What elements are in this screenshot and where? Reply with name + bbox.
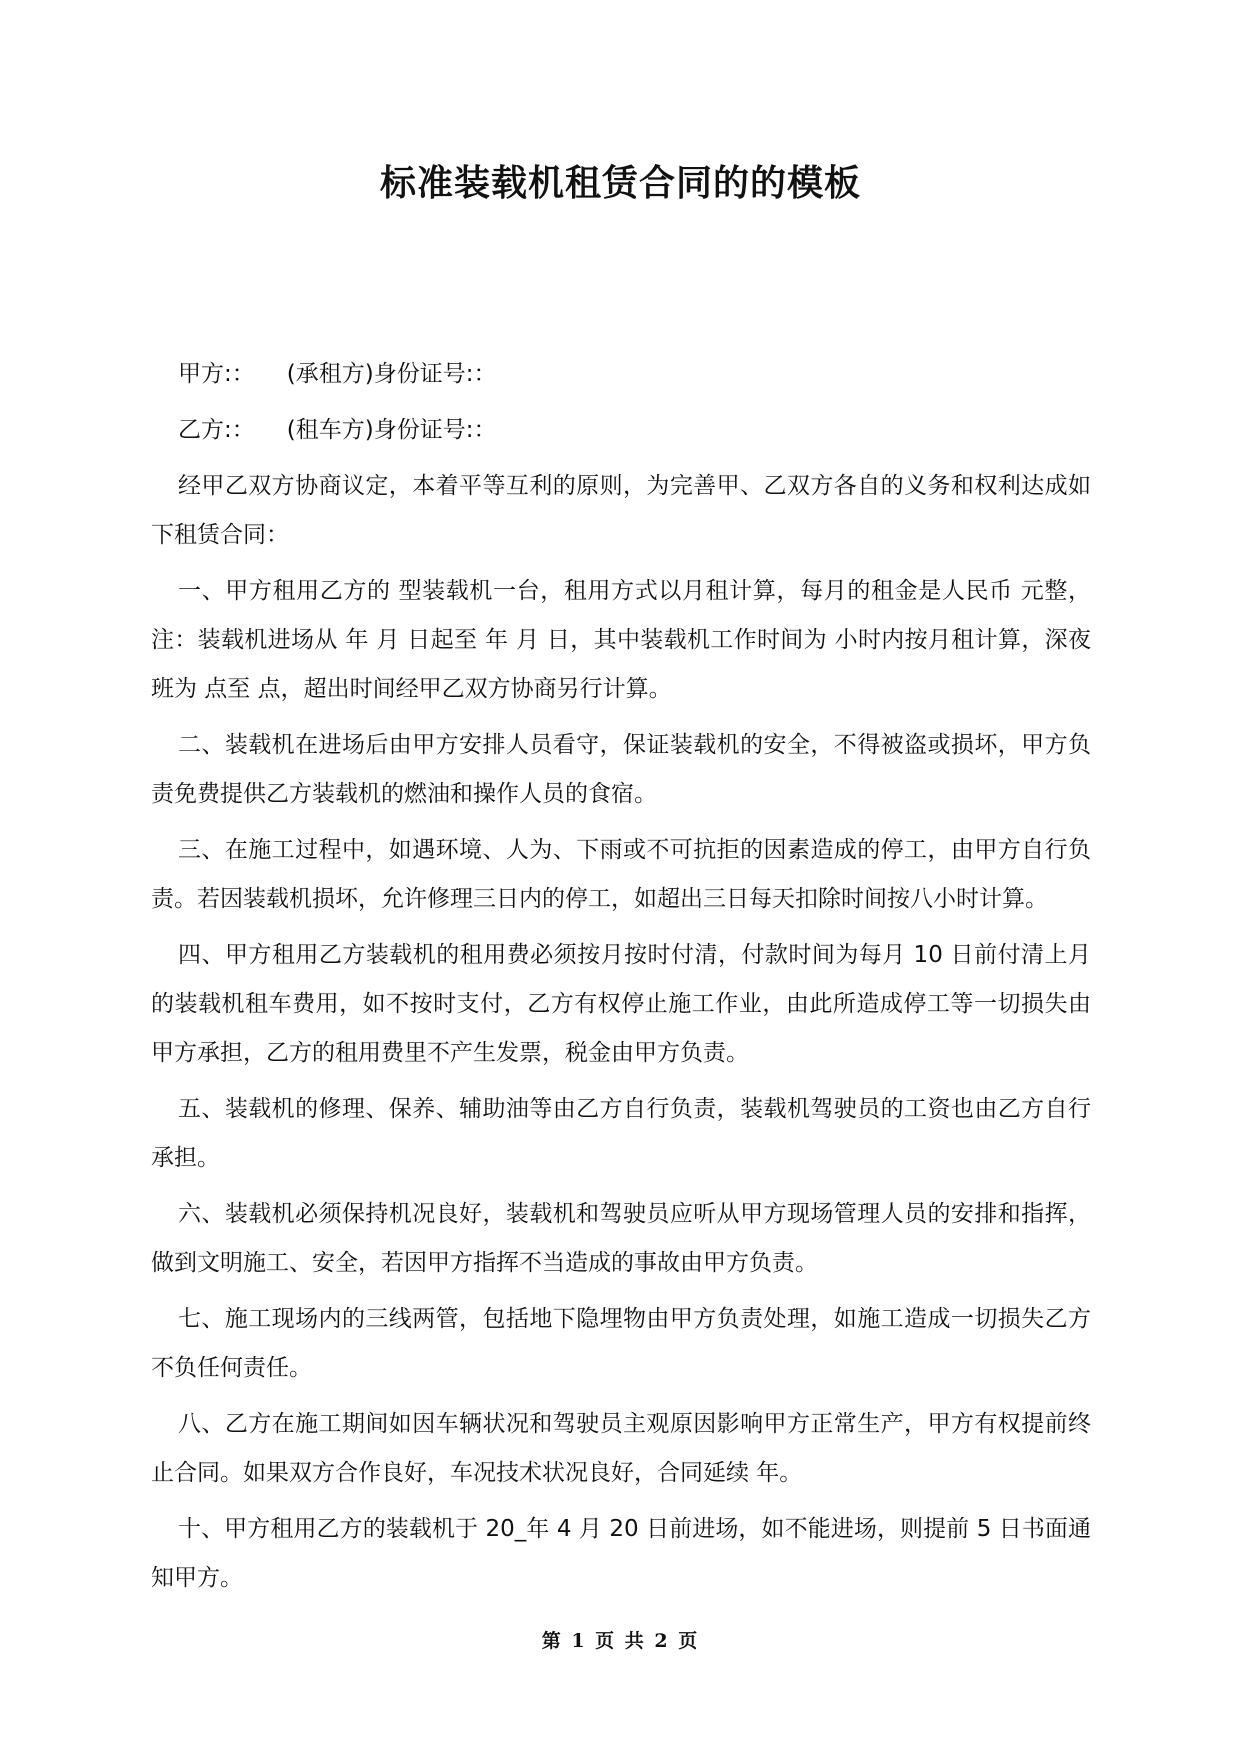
paragraph-clause-10: 十、甲方租用乙方的装载机于 20_年 4 月 20 日前进场，如不能进场，则提前 5 日书面通知甲方。	[151, 1516, 1091, 1591]
party-b-line	[151, 406, 1091, 455]
page-footer: 第 1 页 共 2 页	[541, 1630, 700, 1652]
paragraph-clause-3: 三、在施工过程中，如遇环境、人为、下雨或不可抗拒的因素造成的停工，由甲方自行负责。若因装载机损坏，允许修理三日内的停工，如超出三日每天扣除时间按八小时计算。	[151, 837, 1091, 912]
party-b-role: (租车方)身份证号:：	[286, 417, 497, 443]
paragraph-clause-2: 二、装载机在进场后由甲方安排人员看守，保证装载机的安全，不得被盗或损坏，甲方负责免费提供乙方装载机的燃油和操作人员的食宿。	[151, 732, 1091, 807]
paragraph-clause-8: 八、乙方在施工期间如因车辆状况和驾驶员主观原因影响甲方正常生产，甲方有权提前终止合同。如果双方合作良好，车况技术状况良好，合同延续 年。	[151, 1411, 1091, 1486]
paragraph-clause-5: 五、装载机的修理、保养、辅助油等由乙方自行负责，装载机驾驶员的工资也由乙方自行承担。	[151, 1096, 1091, 1171]
paragraph-clause-6: 六、装载机必须保持机况良好，装载机和驾驶员应听从甲方现场管理人员的安排和指挥，做到文明施工、安全，若因甲方指挥不当造成的事故由甲方负责。	[151, 1201, 1091, 1276]
party-a-role: (承租方)身份证号:：	[286, 361, 497, 387]
document-title: 标准装载机租赁合同的的模板	[379, 163, 861, 204]
paragraph-clause-1: 一、甲方租用乙方的 型装载机一台，租用方式以月租计算，每月的租金是人民币 元整，注：装载机进场从 年 月 日起至 年 月 日，其中装载机工作时间为 小时内按月租计算，深夜班为 点至 点，超出时间经甲乙双方协商另行计算。	[151, 578, 1091, 702]
paragraph-clause-7: 七、施工现场内的三线两管，包括地下隐埋物由甲方负责处理，如施工造成一切损失乙方不负任何责任。	[151, 1306, 1091, 1381]
party-a-line	[151, 350, 1091, 399]
paragraph-intro: 经甲乙双方协商议定，本着平等互利的原则，为完善甲、乙双方各自的义务和权利达成如下租赁合同：	[151, 473, 1091, 548]
document-body	[151, 350, 1091, 1610]
party-b-label: 乙方:：	[178, 417, 255, 443]
party-a-label: 甲方:：	[178, 361, 255, 387]
paragraph-clause-4: 四、甲方租用乙方装载机的租用费必须按月按时付清，付款时间为每月 10 日前付清上月的装载机租车费用，如不按时支付，乙方有权停止施工作业，由此所造成停工等一切损失由甲方承担，乙方的租用费里不产生发票，税金由甲方负责。	[151, 942, 1091, 1066]
